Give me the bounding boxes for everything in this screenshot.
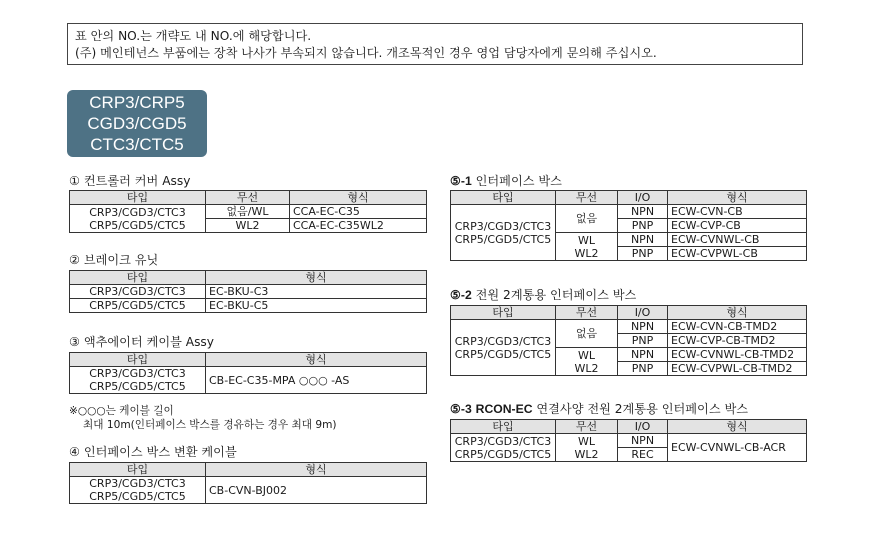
type-cell (70, 367, 206, 394)
io-cell: NPN (618, 320, 668, 334)
section-label: 컨트롤러 커버 Assy (83, 174, 191, 188)
type-cell (451, 205, 556, 261)
section-number: ① (69, 174, 80, 188)
conversion-cable-table (69, 462, 427, 504)
wireless-cell (556, 233, 618, 261)
section-number: ⑤-1 (450, 174, 472, 188)
notice-line-1: 표 안의 NO.는 개략도 내 NO.에 해당합니다. (75, 29, 312, 43)
note-line: 최대 10m(인터페이스 박스를 경유하는 경우 최대 9m) (83, 419, 337, 431)
io-cell: NPN (618, 434, 668, 448)
type-cell (70, 477, 206, 504)
header-type: 타입 (451, 420, 556, 434)
header-type: 타입 (70, 271, 206, 285)
badge-line: CTC3/CTC5 (90, 135, 184, 154)
io-cell: REC (618, 448, 668, 462)
io-cell: NPN (618, 348, 668, 362)
wireless-cell (556, 348, 618, 376)
type-line: CRP3/CGD3/CTC3 (89, 205, 186, 219)
header-type: 타입 (451, 306, 556, 320)
dual-power-interface-box-table (450, 305, 807, 376)
header-wireless: 무선 (556, 191, 618, 205)
section-number: ② (69, 253, 80, 267)
type-cell (451, 320, 556, 376)
section-label: 전원 2계통용 인터페이스 박스 (475, 288, 637, 302)
section-4-title (69, 443, 237, 460)
wireless-cell: WL2 (206, 219, 290, 233)
model-cell: ECW-CVNWL-CB-ACR (668, 434, 807, 462)
badge-line: CGD3/CGD5 (87, 114, 187, 133)
model-cell: EC-BKU-C3 (206, 285, 427, 299)
type-line: CRP3/CGD3/CTC3 (89, 367, 186, 380)
model-cell: CB-EC-C35-MPA ○○○ -AS (206, 367, 427, 394)
model-cell: ECW-CVP-CB (668, 219, 807, 233)
type-line: CRP5/CGD5/CTC5 (454, 347, 552, 361)
section-bold-label: RCON-EC (475, 402, 533, 416)
header-model: 형식 (206, 463, 427, 477)
header-type: 타입 (70, 463, 206, 477)
model-cell: ECW-CVN-CB (668, 205, 807, 219)
header-wireless: 무선 (206, 191, 290, 205)
wireless-line: WL (577, 348, 595, 362)
header-model: 형식 (206, 271, 427, 285)
header-io: I/O (618, 306, 668, 320)
type-line: CRP3/CGD3/CTC3 (454, 434, 552, 448)
section-5-2-title (450, 286, 636, 303)
actuator-cable-table (69, 352, 427, 394)
header-model: 형식 (668, 420, 807, 434)
type-line: CRP5/CGD5/CTC5 (454, 447, 552, 461)
wireless-cell: 없음/WL (206, 205, 290, 219)
section-label: 브레이크 유닛 (83, 253, 159, 267)
type-cell: CRP5/CGD5/CTC5 (70, 299, 206, 313)
badge-line: CRP3/CRP5 (89, 93, 185, 112)
header-model: 형식 (668, 191, 807, 205)
io-cell: PNP (618, 334, 668, 348)
type-cell: CRP3/CGD3/CTC3 (70, 285, 206, 299)
brake-unit-table (69, 270, 427, 313)
io-cell: NPN (618, 205, 668, 219)
model-cell: ECW-CVPWL-CB-TMD2 (668, 362, 807, 376)
rcon-ec-interface-box-table (450, 419, 807, 462)
type-line: CRP5/CGD5/CTC5 (454, 232, 552, 246)
wireless-line: WL2 (574, 246, 599, 260)
header-model: 형식 (668, 306, 807, 320)
model-badge (67, 90, 207, 157)
section-label: 인터페이스 박스 (475, 174, 562, 188)
model-cell: ECW-CVNWL-CB (668, 233, 807, 247)
section-number: ⑤-2 (450, 288, 472, 302)
io-cell: NPN (618, 233, 668, 247)
type-line: CRP5/CGD5/CTC5 (89, 490, 186, 503)
header-wireless: 무선 (556, 420, 618, 434)
controller-cover-table (69, 190, 427, 233)
io-cell: PNP (618, 362, 668, 376)
notice-box (67, 23, 803, 65)
type-line: CRP5/CGD5/CTC5 (89, 380, 186, 393)
header-model: 형식 (206, 353, 427, 367)
model-cell: CCA-EC-C35WL2 (290, 219, 427, 233)
model-cell: ECW-CVPWL-CB (668, 247, 807, 261)
wireless-cell (556, 434, 618, 462)
type-line: CRP5/CGD5/CTC5 (89, 218, 186, 232)
wireless-line: WL2 (574, 447, 599, 461)
notice-line-2: (주) 메인테넌스 부품에는 장착 나사가 부속되지 않습니다. 개조목적인 경우 영업 담당자에게 문의해 주십시오. (75, 46, 657, 60)
model-cell: ECW-CVP-CB-TMD2 (668, 334, 807, 348)
cable-length-note (69, 404, 337, 432)
section-2-title (69, 251, 158, 268)
section-3-title (69, 333, 214, 350)
section-label: 액추에이터 케이블 Assy (83, 335, 214, 349)
model-cell: CB-CVN-BJ002 (206, 477, 427, 504)
model-cell: ECW-CVNWL-CB-TMD2 (668, 348, 807, 362)
wireless-cell: 없음 (556, 320, 618, 348)
header-io: I/O (618, 191, 668, 205)
header-type: 타입 (70, 191, 206, 205)
section-5-3-title (450, 400, 748, 417)
io-cell: PNP (618, 219, 668, 233)
type-cell (451, 434, 556, 462)
model-cell: EC-BKU-C5 (206, 299, 427, 313)
type-line: CRP3/CGD3/CTC3 (89, 477, 186, 490)
io-cell: PNP (618, 247, 668, 261)
model-cell: CCA-EC-C35 (290, 205, 427, 219)
interface-box-table (450, 190, 807, 261)
section-5-1-title (450, 172, 562, 189)
section-label: 연결사양 전원 2계통용 인터페이스 박스 (536, 402, 749, 416)
section-number: ④ (69, 445, 80, 459)
header-type: 타입 (70, 353, 206, 367)
wireless-line: WL (577, 233, 595, 247)
type-line: CRP3/CGD3/CTC3 (454, 219, 552, 233)
header-wireless: 무선 (556, 306, 618, 320)
type-cell (70, 205, 206, 233)
note-line: ※○○○는 케이블 길이 (69, 405, 174, 417)
header-type: 타입 (451, 191, 556, 205)
wireless-line: WL2 (574, 361, 599, 375)
type-line: CRP3/CGD3/CTC3 (454, 334, 552, 348)
section-number: ⑤-3 (450, 402, 472, 416)
model-cell: ECW-CVN-CB-TMD2 (668, 320, 807, 334)
wireless-line: WL (577, 434, 595, 448)
section-label: 인터페이스 박스 변환 케이블 (83, 445, 237, 459)
header-model: 형식 (290, 191, 427, 205)
section-number: ③ (69, 335, 80, 349)
section-1-title (69, 172, 190, 189)
header-io: I/O (618, 420, 668, 434)
wireless-cell: 없음 (556, 205, 618, 233)
